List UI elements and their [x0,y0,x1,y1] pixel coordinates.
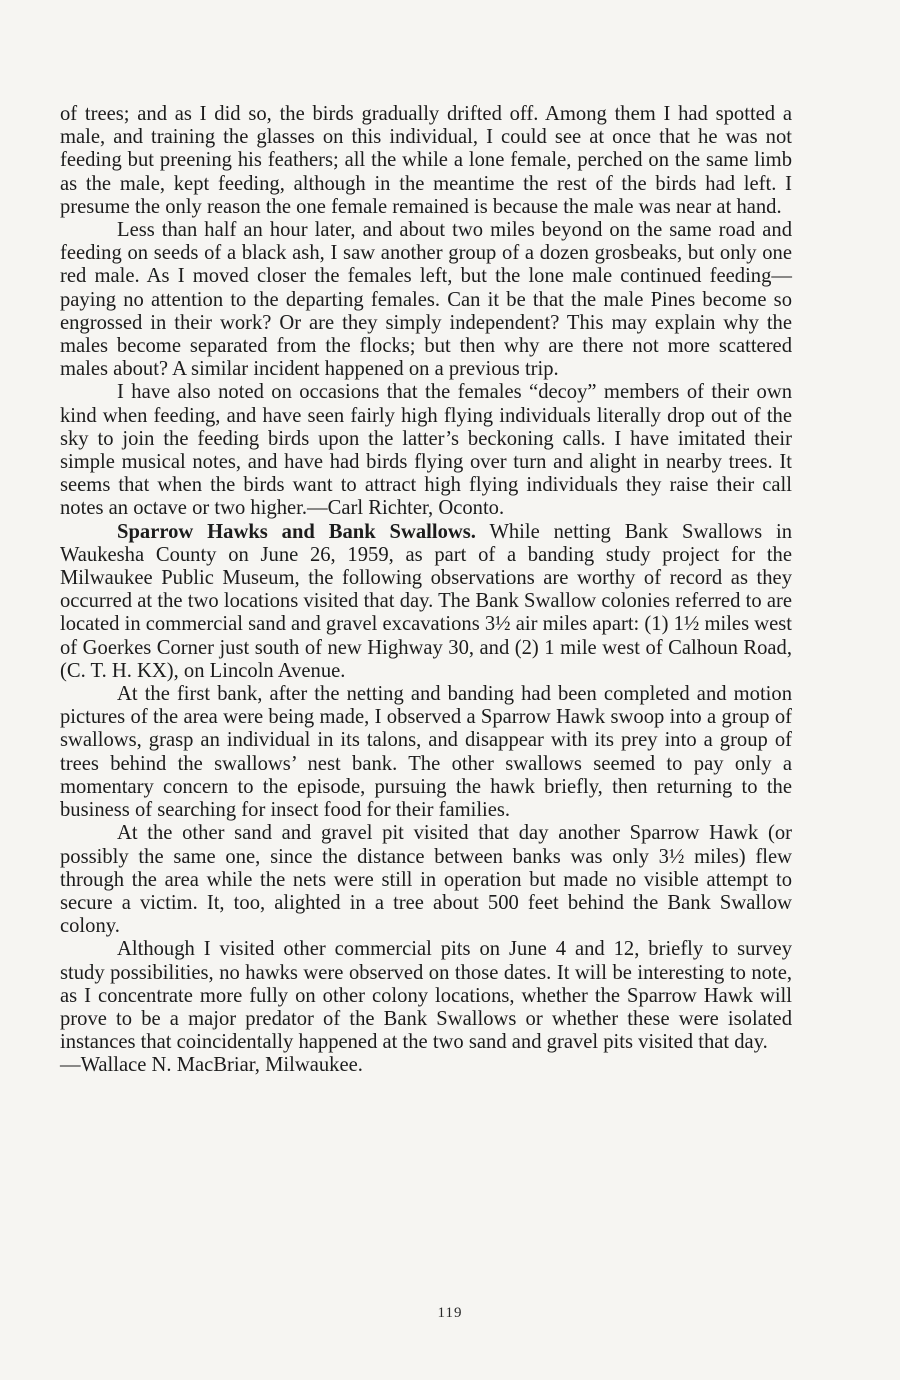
paragraph-text: While netting Bank Swallows in Waukesha County on June 26, 1959, as part of a banding study project for the Milwaukee Public Museum, the following observations are worthy of record as they occurred at the two locations visited that day. The Bank Swallow colonies referred to are located in commercial sand and gravel excavations 3½ air miles apart: (1) 1½ miles west of Goerkes Corner just south of new Highway 30, and (2) 1 mile west of Calhoun Road, (C. T. H. KX), on Lincoln Avenue. [60,520,793,682]
paragraph-second-pit [60,822,792,938]
paragraph-text: I have also noted on occasions that the females “decoy” members of their own kind when feeding, and have seen fairly high flying individuals literally drop out of the sky to join the feeding birds upon the latter’s beckoning calls. I have imitated their simple musical notes, and have had birds flying over turn and alight in nearby trees. It seems that when the birds want to attract high flying individuals they raise their call notes an octave or two higher.—Carl Richter, Oconto. [60,381,792,520]
author-signature [60,1054,792,1077]
page-number: 119 [437,1305,463,1321]
paragraph-decoy-calls [60,381,792,520]
paragraph-first-bank [60,683,792,822]
paragraph-lone-male [60,219,792,381]
paragraph-text: —Wallace N. MacBriar, Milwaukee. [60,1054,363,1077]
article-body [60,103,792,1078]
paragraph-text: Although I visited other commercial pits on June 4 and 12, briefly to survey study possibilities, no hawks were observed on those dates. It will be interesting to note, as I concentrate more fully on other colony locations, whether the Sparrow Hawk will prove to be a major predator of the Bank Swallows or whether these were isolated instances that coincidentally happened at the two sand and gravel pits visited that day. [60,938,792,1054]
paragraph-text: At the first bank, after the netting and banding had been completed and motion pictures of the area were being made, I observed a Sparrow Hawk swoop into a group of swallows, grasp an individual in its talons, and disappear with its prey into a group of trees behind the swallows’ nest bank. The other swallows seemed to pay only a momentary concern to the episode, pursuing the hawk briefly, then returning to the business of searching for insect food for their families. [60,683,792,822]
section-heading: Sparrow Hawks and Bank Swallows. [117,520,476,543]
paragraph-grosbeak-preening [60,103,792,219]
paragraph-sparrow-hawks-intro [60,521,792,683]
paragraph-other-pits [60,938,792,1054]
paragraph-text: Less than half an hour later, and about two miles beyond on the same road and feeding on seeds of a black ash, I saw another group of a dozen grosbeaks, but only one red male. As I moved closer the females left, but the lone male continued feeding—paying no attention to the departing females. Can it be that the male Pines become so engrossed in their work? Or are they simply independent? This may explain why the males become separated from the flocks; but then why are there not more scattered males about? A similar incident happened on a previous trip. [60,219,792,381]
paragraph-text: of trees; and as I did so, the birds gradually drifted off. Among them I had spotted a male, and training the glasses on this individual, I could see at once that he was not feeding but preening his feathers; all the while a lone female, perched on the same limb as the male, kept feeding, although in the meantime the rest of the birds had left. I presume the only reason the one female remained is because the male was near at hand. [60,103,792,218]
paragraph-text: At the other sand and gravel pit visited that day another Sparrow Hawk (or possibly the same one, since the distance between banks was only 3½ miles) flew through the area while the nets were still in operation but made no visible attempt to secure a victim. It, too, alighted in a tree about 500 feet behind the Bank Swallow colony. [60,822,792,938]
